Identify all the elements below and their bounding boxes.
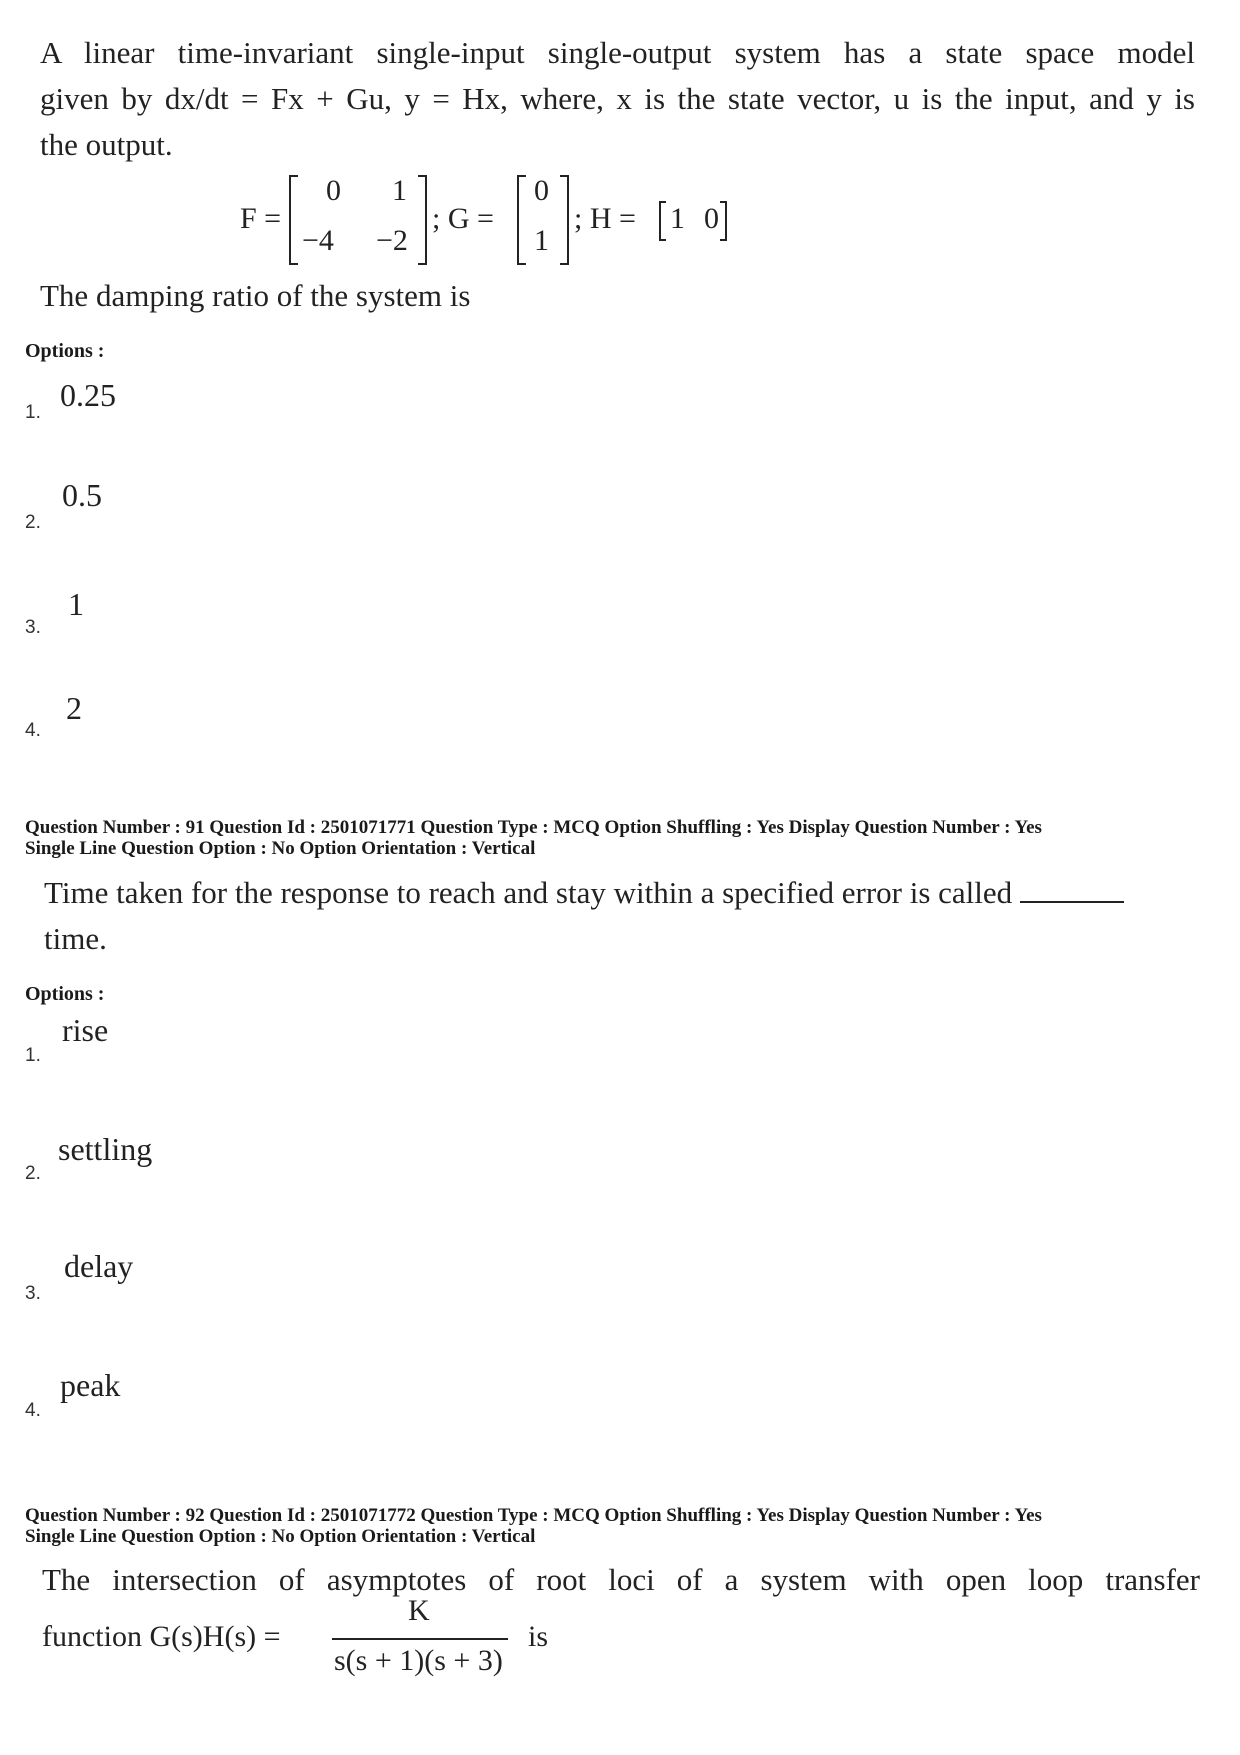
q90-option-4-text[interactable]: 2 [66, 690, 82, 726]
q90-option-2-number: 2. [25, 512, 41, 533]
q92-meta-line-2: Single Line Question Option : No Option Orientation : Vertical [25, 1526, 536, 1547]
q90-options-label: Options : [25, 340, 105, 362]
q90-line-1: A linear time-invariant single-input single-output system has a state space model [40, 35, 1195, 70]
q91-option-1-text[interactable]: rise [62, 1012, 109, 1048]
q92-function-prefix: function G(s)H(s) = [42, 1620, 281, 1653]
q91-options-label: Options : [25, 983, 105, 1005]
q90-option-3-number: 3. [25, 617, 41, 638]
f-r2c2: −2 [376, 224, 408, 257]
q91-answer-blank [1020, 900, 1124, 903]
q90-option-2-text[interactable]: 0.5 [62, 477, 102, 513]
f-left-bracket [290, 176, 298, 264]
g-r1: 0 [534, 174, 549, 207]
g-left-bracket [518, 176, 526, 264]
g-label: ; G = [432, 202, 494, 235]
q91-meta-line-2: Single Line Question Option : No Option Orientation : Vertical [25, 838, 536, 859]
q92-numerator: K [408, 1594, 430, 1627]
q90-option-1-number: 1. [25, 402, 41, 423]
q91-meta-line-1: Question Number : 91 Question Id : 2501071771 Question Type : MCQ Option Shuffling : Yes Display Question Number : Yes [25, 817, 1042, 838]
q92-suffix: is [528, 1620, 549, 1653]
g-r2: 1 [534, 224, 549, 257]
h-label: ; H = [574, 202, 636, 235]
h-left-bracket [660, 202, 666, 240]
g-right-bracket [560, 176, 568, 264]
f-r1c2: 1 [392, 174, 407, 207]
q91-option-2-text[interactable]: settling [58, 1131, 153, 1167]
q91-option-3-text[interactable]: delay [64, 1248, 134, 1284]
h-c1: 1 [670, 202, 685, 235]
q90-line-3: the output. [40, 127, 173, 162]
f-r2c1: −4 [302, 224, 334, 257]
q92-transfer-function [42, 1594, 582, 1680]
q90-option-3-text[interactable]: 1 [68, 586, 84, 622]
q92-denominator: s(s + 1)(s + 3) [334, 1644, 503, 1677]
q91-option-4-number: 4. [25, 1400, 41, 1421]
q90-question: The damping ratio of the system is [40, 278, 471, 313]
q91-line-1-text: Time taken for the response to reach and stay within a specified error is called [44, 875, 1013, 910]
q90-option-4-number: 4. [25, 720, 41, 741]
q91-option-3-number: 3. [25, 1283, 41, 1304]
q91-option-4-text[interactable]: peak [60, 1367, 121, 1403]
q90-line-2: given by dx/dt = Fx + Gu, y = Hx, where, x is the state vector, u is the input, and y is [40, 81, 1195, 116]
q92-line-1: The intersection of asymptotes of root loci of a system with open loop transfer [42, 1562, 1200, 1597]
h-c2: 0 [704, 202, 719, 235]
f-r1c1: 0 [326, 174, 341, 207]
q91-option-2-number: 2. [25, 1163, 41, 1184]
f-label: F = [240, 202, 282, 235]
q91-line-2: time. [44, 921, 107, 956]
q92-fraction-bar [332, 1638, 508, 1640]
q90-state-equation [240, 172, 760, 272]
q92-meta-line-1: Question Number : 92 Question Id : 2501071772 Question Type : MCQ Option Shuffling : Yes Display Question Number : Yes [25, 1505, 1042, 1526]
q91-option-1-number: 1. [25, 1045, 41, 1066]
q91-line-1 [44, 870, 1124, 916]
q90-option-1-text[interactable]: 0.25 [60, 377, 116, 413]
h-right-bracket [720, 202, 726, 240]
f-right-bracket [418, 176, 426, 264]
